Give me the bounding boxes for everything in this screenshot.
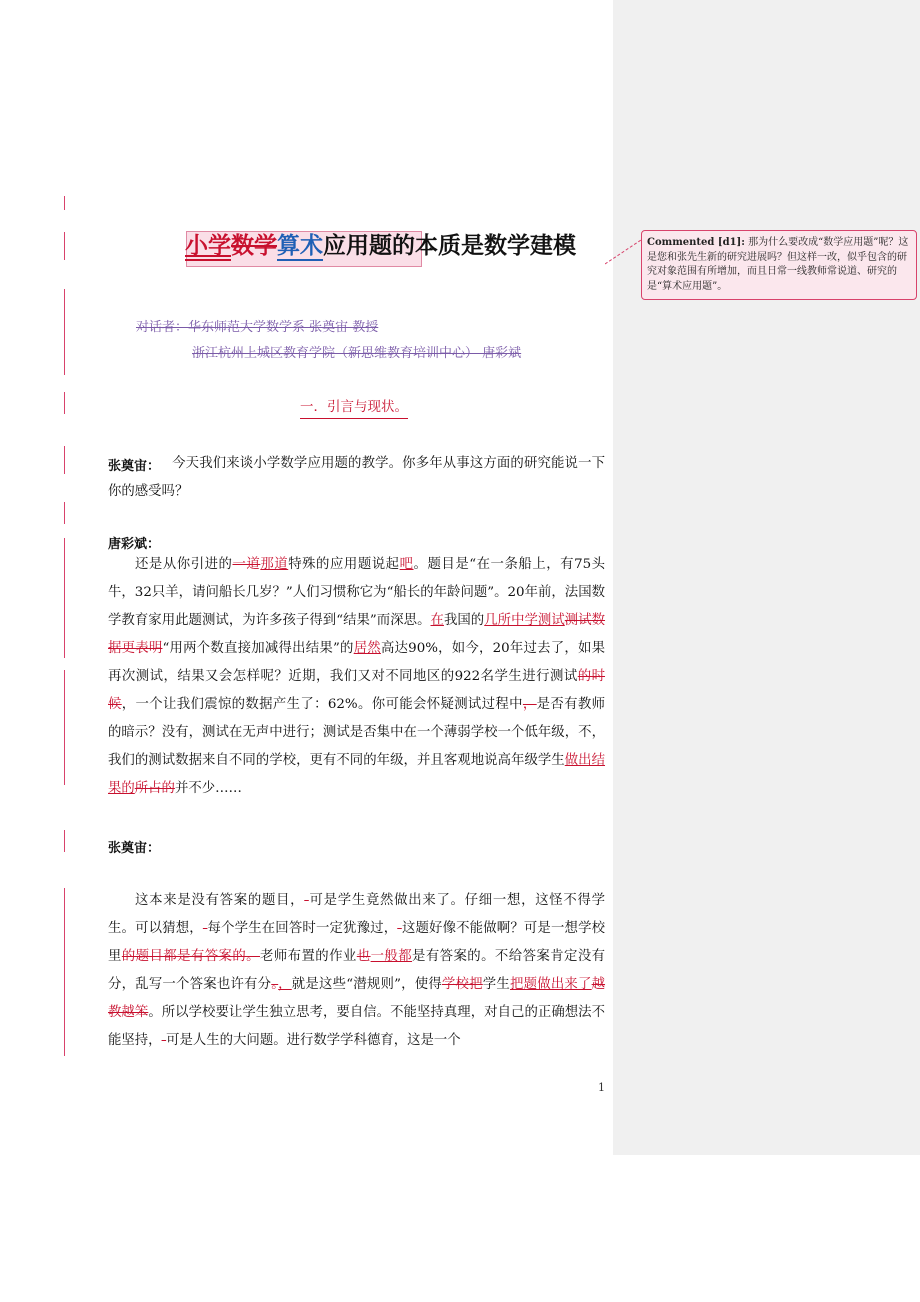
text-run: 我国的 [443,613,485,628]
comment-balloon[interactable] [641,230,917,300]
inserted-text: 居然 [353,641,381,656]
inserted-text: 吧 [399,557,414,572]
author-line-1: 对话者：华东师范大学数学系 张奠宙 教授 [136,320,379,335]
deleted-text: - [397,921,402,936]
text-run: 可是学生竟然做出来了。仔细一想，这怪不得学生。可以猜想， [108,893,606,936]
title-text: 应用题的本质是数学建模 [323,233,576,259]
text-run: 高达90%，如今，20年过去了，如果再次测试，结果又会怎样呢？近期，我们又对不同地区的922名学生进行测试 [108,641,606,684]
paragraph-1-text: 今天我们来谈小学数学应用题的教学。你多年从事这方面的研究能说一下你的感受吗？ [108,456,605,499]
text-run: 还是从你引进的 [135,557,233,572]
text-run: 每个学生在回答时一定犹豫过， [207,921,398,936]
page-gap [0,1155,920,1302]
change-bar [64,196,65,210]
change-bar [64,830,65,852]
inserted-text: 那道 [260,557,289,572]
text-run: 可是人生的大问题。进行数学学科德育，这是一个 [166,1033,461,1048]
deleted-text: ， [522,697,537,712]
paragraph-3 [108,887,605,1055]
paragraph-1 [108,450,605,506]
change-bar [64,446,65,474]
inserted-text: 做出结果的 [108,753,606,796]
speaker-label: 张奠宙： [108,841,161,856]
deleted-text: 。 [271,977,279,992]
inserted-text: 把题做出来了 [510,977,592,992]
text-run: 就是这些“潜规则”，使得 [291,977,442,992]
inserted-text: 在 [430,613,444,628]
comment-margin-pane [613,0,920,1155]
page-title [108,228,613,264]
text-run: 。所以学校要让学生独立思考，要自信。不能坚持真理，对自己的正确想法不能坚持， [108,1005,606,1048]
change-bar [64,888,65,1056]
comment-connector [605,238,643,266]
change-bar [64,502,65,524]
title-inserted-text-alt: 算术 [277,233,323,259]
deleted-text: 的题目都是有答案的。 [121,949,261,964]
inserted-text: ， [278,977,292,992]
text-run: 并不少…… [174,781,242,796]
change-bar [64,538,65,658]
change-bar [64,232,65,260]
deleted-text: 一道 [232,557,261,572]
deleted-text: - [202,921,208,936]
section-heading: 一．引言与现状。 [300,396,408,419]
deleted-text: 所占的 [134,781,175,796]
author-line-2: 浙江杭州上城区教育学院（新思维教育培训中心） 唐彩斌 [192,346,522,361]
text-run: “用两个数直接加减得出结果”的 [162,641,354,656]
text-run: 。题目是“在一条船上，有75头牛，32只羊，请问船长几岁？”人们习惯称它为“船长的年龄问题”。20年前，法国数学教育家用此题测试，为许多孩子得到“结果”而深思。 [108,557,606,628]
inserted-text: 几所中学测试 [484,613,565,628]
title-deleted-text: 数学 [231,233,277,259]
deleted-text: 越教越笨 [108,977,606,1020]
deleted-text: 学校把 [441,977,483,992]
text-run: 是有答案的。不给答案肯定没有分，乱写一个答案也许有分 [108,949,606,992]
deleted-text: 测试数据更表明 [108,613,606,656]
comment-text: 那为什么要改成“数学应用题”呢？这是您和张先生新的研究进展吗？但这样一改，似乎包含的研究对象范围有所增加，而且日常一线教师常说道、研究的是“算术应用题”。 [647,237,909,292]
page-number: 1 [598,1081,605,1094]
text-run: 是否有教师的暗示？没有，测试在无声中进行；测试是否集中在一个薄弱学校一个低年级，不，我们的测试数据来自不同的学校，更有不同的年级，并且客观地说高年级学生 [108,697,606,768]
text-run: 特殊的应用题说起 [288,557,400,572]
speaker-label: 唐彩斌： [108,537,161,552]
deleted-text: - [161,1033,167,1048]
text-run: 这题好像不能做啊？可是一想学校里 [108,921,606,964]
text-run: 学生 [482,977,510,992]
change-bar [64,289,65,375]
paragraph-2 [108,551,605,803]
change-bar [64,670,65,785]
inserted-text: 一般都 [370,949,413,964]
deleted-text: - [304,893,309,908]
title-inserted-text: 小学 [185,233,231,259]
deleted-text: 的时候 [108,669,606,712]
comment-tag: Commented [d1]: [647,237,745,248]
text-run: 这本来是没有答案的题目， [135,893,305,908]
text-run: ，一个让我们震惊的数据产生了：62%。你可能会怀疑测试过程中 [121,697,523,712]
change-bar [64,392,65,414]
speaker-label: 张奠宙： [108,459,161,474]
deleted-text: 也 [356,949,371,964]
text-run: 老师布置的作业 [260,949,357,964]
